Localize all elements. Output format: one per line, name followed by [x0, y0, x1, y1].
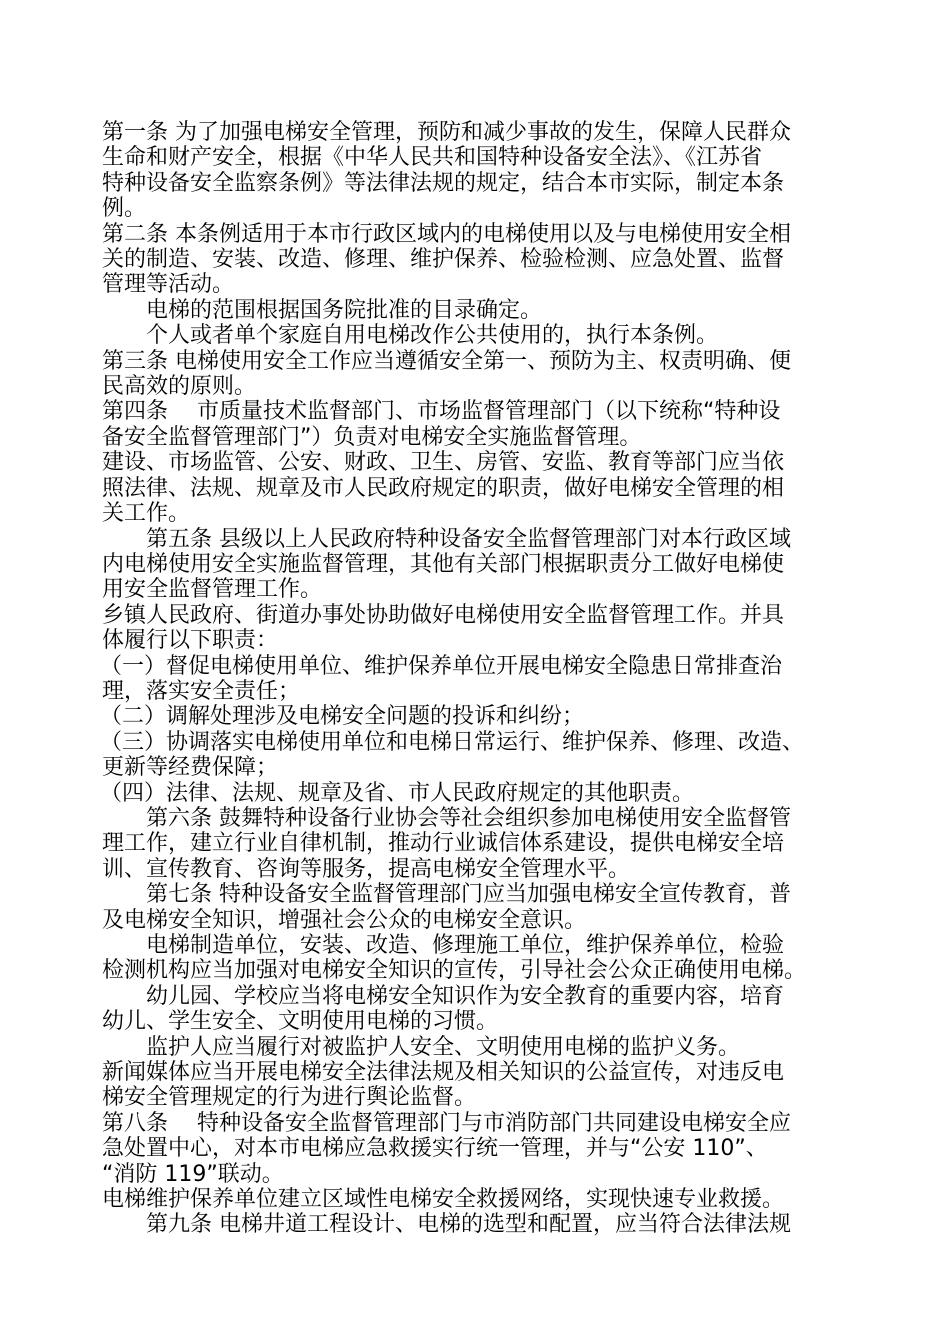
- article-5-para-2-line-2: 体履行以下职责：: [102, 628, 279, 654]
- article-1-line-3: 特种设备安全监察条例》等法律法规的规定，结合本市实际，制定本条: [102, 170, 785, 196]
- article-3-line-2: 民高效的原则。: [102, 374, 257, 400]
- article-2-para-2: 电梯的范围根据国务院批准的目录确定。: [146, 297, 543, 323]
- article-4-line-1: 第四条 市质量技术监督部门、市场监督管理部门（以下统称“特种设: [102, 399, 781, 425]
- duty-item-4: （四）法律、法规、规章及省、市人民政府规定的其他职责。: [100, 780, 695, 806]
- article-6-line-1: 第六条 鼓舞特种设备行业协会等社会组织参加电梯使用安全监督管: [146, 805, 791, 831]
- document-body: [102, 120, 872, 1238]
- article-5-line-1: 第五条 县级以上人民政府特种设备安全监督管理部门对本行政区域: [146, 526, 791, 552]
- article-2-para-3: 个人或者单个家庭自用电梯改作公共使用的，执行本条例。: [146, 323, 719, 349]
- article-4-line-2: 备安全监督管理部门”）负责对电梯安全实施监督管理。: [102, 424, 642, 450]
- article-7-para-3-line-2: 幼儿、学生安全、文明使用电梯的习惯。: [102, 1009, 499, 1035]
- article-5-para-2-line-1: 乡镇人民政府、街道办事处协助做好电梯使用安全监督管理工作。并具: [102, 602, 785, 628]
- article-1-line-2: 生命和财产安全，根据《中华人民共和国特种设备安全法》、《江苏省: [102, 145, 763, 171]
- duty-item-2: （二）调解处理涉及电梯安全问题的投诉和纠纷；: [100, 704, 585, 730]
- article-4-para-2-line-3: 关工作。: [102, 501, 191, 527]
- article-5-line-2: 内电梯使用安全实施监督管理，其他有关部门根据职责分工做好电梯使: [102, 551, 785, 577]
- article-6-line-3: 训、宣传教育、咨询等服务，提高电梯安全管理水平。: [102, 856, 631, 882]
- article-7-para-2-line-2: 检测机构应当加强对电梯安全知识的宣传，引导社会公众正确使用电梯。: [102, 958, 807, 984]
- duty-item-1-line-2: 理，落实安全责任；: [102, 678, 301, 704]
- article-5-line-3: 用安全监督管理工作。: [102, 577, 323, 603]
- article-7-para-2-line-1: 电梯制造单位，安装、改造、修理施工单位，维护保养单位，检验: [146, 933, 785, 958]
- duty-item-3-line-2: 更新等经费保障；: [102, 755, 279, 781]
- article-7-para-5-line-2: 梯安全管理规定的行为进行舆论监督。: [102, 1085, 477, 1111]
- article-7-line-2: 及电梯安全知识，增强社会公众的电梯安全意识。: [102, 907, 587, 933]
- article-2-line-3: 管理等活动。: [102, 272, 235, 298]
- article-2-line-2: 关的制造、安装、改造、修理、维护保养、检验检测、应急处置、监督: [102, 247, 785, 273]
- article-1-line-4: 例。: [102, 196, 147, 222]
- article-7-para-5-line-1: 新闻媒体应当开展电梯安全法律法规及相关知识的公益宣传，对违反电: [102, 1060, 785, 1086]
- article-7-para-4: 监护人应当履行对被监护人安全、文明使用电梯的监护义务。: [146, 1034, 741, 1060]
- article-8-para-2: 电梯维护保养单位建立区域性电梯安全救援网络，实现快速专业救援。: [102, 1187, 785, 1213]
- article-8-line-1: 第八条 特种设备安全监督管理部门与市消防部门共同建设电梯安全应: [102, 1110, 791, 1136]
- article-1-line-1: 第一条 为了加强电梯安全管理，预防和减少事故的发生，保障人民群众: [102, 120, 791, 145]
- article-7-line-1: 第七条 特种设备安全监督管理部门应当加强电梯安全宣传教育，普: [146, 882, 791, 908]
- duty-item-3-line-1: （三）协调落实电梯使用单位和电梯日常运行、维护保养、修理、改造、: [100, 729, 805, 755]
- article-8-line-3: “消防 119”联动。: [102, 1161, 284, 1187]
- duty-item-1-line-1: （一）督促电梯使用单位、维护保养单位开展电梯安全隐患日常排查治: [100, 653, 783, 679]
- article-7-para-3-line-1: 幼儿园、学校应当将电梯安全知识作为安全教育的重要内容，培育: [146, 983, 785, 1009]
- article-9-line-1: 第九条 电梯井道工程设计、电梯的选型和配置，应当符合法律法规: [146, 1212, 791, 1238]
- article-6-line-2: 理工作，建立行业自律机制，推动行业诚信体系建设，提供电梯安全培: [102, 831, 785, 857]
- article-3-line-1: 第三条 电梯使用安全工作应当遵循安全第一、预防为主、权责明确、便: [102, 348, 791, 374]
- article-2-line-1: 第二条 本条例适用于本市行政区域内的电梯使用以及与电梯使用安全相: [102, 221, 791, 247]
- article-4-para-2-line-1: 建设、市场监管、公安、财政、卫生、房管、安监、教育等部门应当依: [102, 450, 785, 476]
- article-4-para-2-line-2: 照法律、法规、规章及市人民政府规定的职责，做好电梯安全管理的相: [102, 475, 785, 501]
- article-8-line-2: 急处置中心，对本市电梯应急救援实行统一管理，并与“公安 110”、: [102, 1136, 768, 1162]
